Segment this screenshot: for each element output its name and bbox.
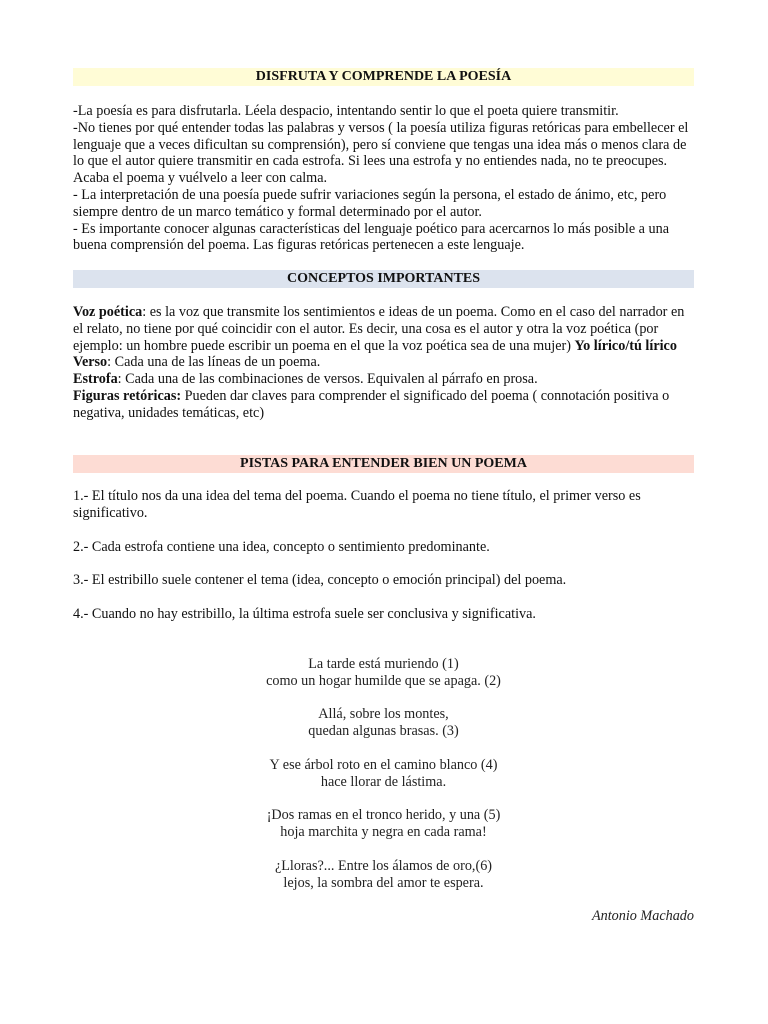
- poem-verse: como un hogar humilde que se apaga. (2): [266, 672, 501, 689]
- concept-verso: [73, 354, 697, 371]
- poem-verse: ¡Dos ramas en el tronco herido, y una (5): [266, 807, 501, 823]
- poem-stanza: [73, 757, 694, 791]
- tip-item: 2.- Cada estrofa contiene una idea, concepto o sentimiento predominante.: [73, 538, 490, 555]
- poem-verse: Allá, sobre los montes,: [318, 706, 449, 722]
- section-heading-conceptos: CONCEPTOS IMPORTANTES: [73, 270, 694, 288]
- poem-stanza: [73, 858, 694, 892]
- concept-voz: [73, 304, 697, 354]
- concept-term: Estrofa: [73, 371, 118, 388]
- intro-paragraph: -La poesía es para disfrutarla. Léela despacio, intentando sentir lo que el poeta quiere transmitir.: [73, 103, 619, 119]
- poem-stanza: [73, 706, 694, 740]
- intro-paragraph: - Es importante conocer algunas características del lenguaje poético para acercarnos lo más posible a una buena comprensión del poema. Las figuras retóricas pertenecen a este lenguaje.: [73, 220, 670, 254]
- poem-stanza: [73, 656, 694, 690]
- concept-definition: Pueden dar claves para comprender el significado del poema ( connotación positiva o negativa, unidades temáticas, etc): [73, 387, 670, 421]
- poem-author: Antonio Machado: [591, 908, 694, 924]
- tip-item: 1.- El título nos da una idea del tema del poema. Cuando el poema no tiene título, el primer verso es significativo.: [73, 488, 641, 521]
- concept-term: Figuras retóricas:: [73, 387, 182, 404]
- concept-definition: : es la voz que transmite los sentimientos e ideas de un poema. Como en el caso del narrador en el relato, no tiene por qué coincidir con el autor. Es decir, una cosa es el autor y otra la voz poética (por ejemplo: un hombre puede escribir un poema en el que la voz poética sea de una mujer): [73, 304, 685, 354]
- intro-paragraph: -No tienes por qué entender todas las palabras y versos ( la poesía utiliza figuras retóricas para embellecer el lenguaje que a veces dificultan su comprensión), pero sí conviene que tengas una idea más o menos clara de lo que el autor quiere transmitir en cada estrofa. Si lees una estrofa y no entiendes nada, no te preocupes. Acaba el poema y vuélvelo a leer con calma.: [73, 119, 689, 187]
- poem-verse: hace llorar de lástima.: [320, 773, 447, 790]
- poem-verse: Y ese árbol roto en el camino blanco (4): [269, 757, 498, 773]
- poem-verse: lejos, la sombra del amor te espera.: [283, 874, 484, 891]
- intro-section: [73, 103, 697, 254]
- page-title: DISFRUTA Y COMPRENDE LA POESÍA: [73, 68, 694, 86]
- concepts-section: [73, 304, 697, 422]
- section-heading-pistas: PISTAS PARA ENTENDER BIEN UN POEMA: [73, 455, 694, 473]
- tip-item: 3.- El estribillo suele contener el tema (idea, concepto o emoción principal) del poema.: [73, 572, 567, 589]
- poem-verse: hoja marchita y negra en cada rama!: [280, 823, 487, 840]
- concept-definition: : Cada una de las líneas de un poema.: [107, 354, 321, 371]
- concept-figuras: [73, 388, 697, 422]
- poem-verse: ¿Lloras?... Entre los álamos de oro,(6): [274, 858, 493, 874]
- concept-term: Voz poética: [73, 304, 143, 320]
- poem-verse: quedan algunas brasas. (3): [308, 722, 459, 739]
- poem-stanza: [73, 807, 694, 841]
- tips-section: [73, 488, 697, 623]
- poem-verse: La tarde está muriendo (1): [308, 656, 459, 672]
- tip-item: 4.- Cuando no hay estribillo, la última estrofa suele ser conclusiva y significativa.: [73, 606, 536, 623]
- concept-term: Verso: [73, 354, 108, 371]
- concept-estrofa: [73, 371, 697, 388]
- intro-paragraph: - La interpretación de una poesía puede sufrir variaciones según la persona, el estado de ánimo, etc, pero siempre dentro de un marco temático y formal determinado por el autor.: [73, 186, 667, 220]
- concept-term-bold: Yo lírico/tú lírico: [574, 337, 677, 354]
- concept-definition: : Cada una de las combinaciones de versos. Equivalen al párrafo en prosa.: [117, 371, 538, 388]
